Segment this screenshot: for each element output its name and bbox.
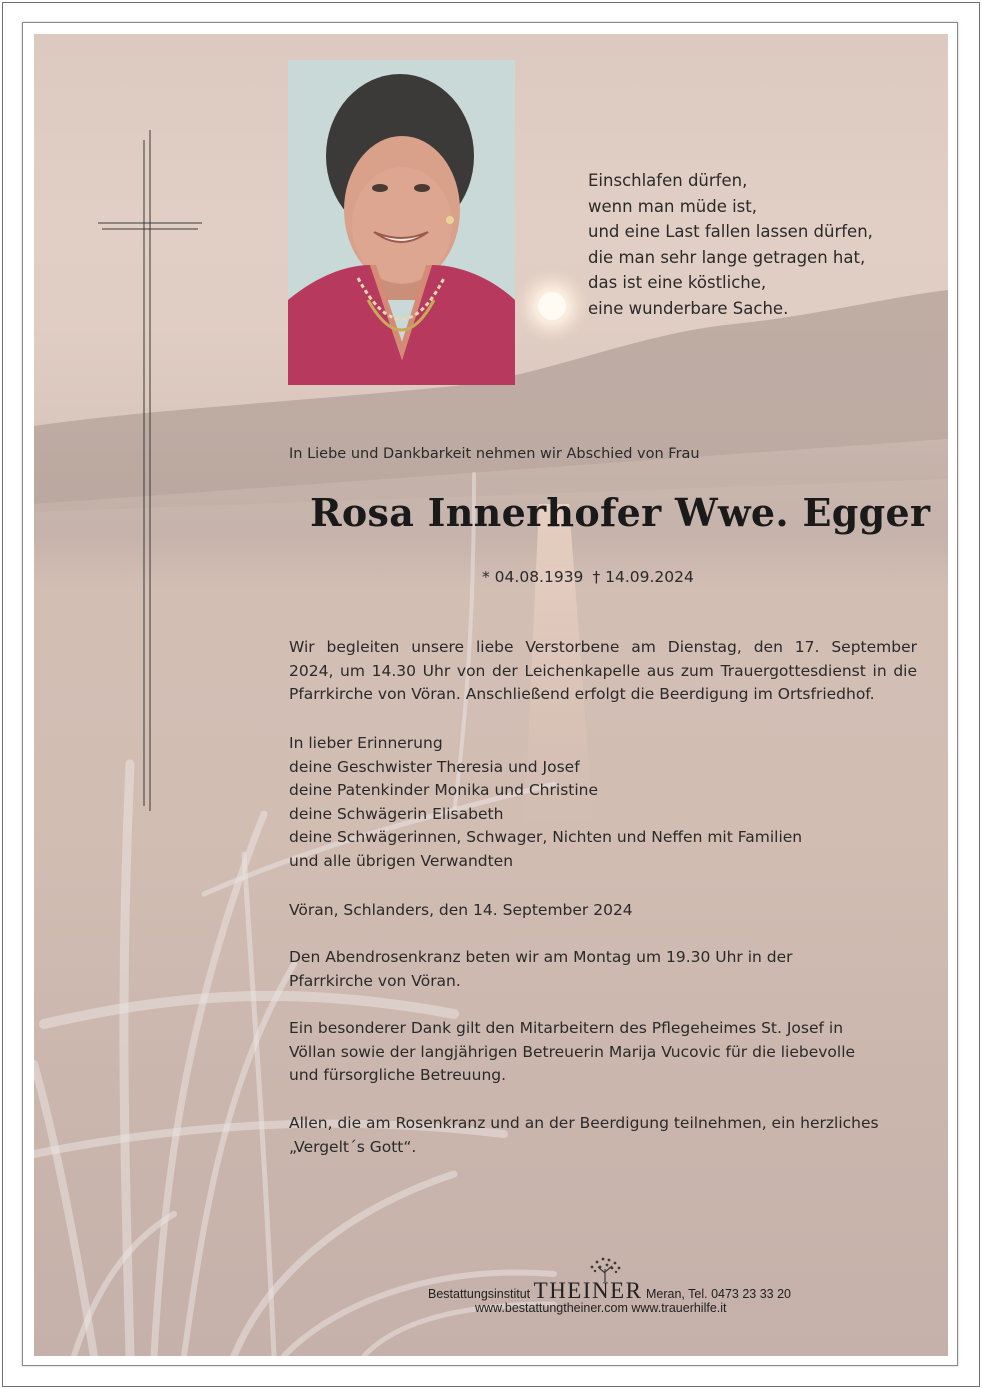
mourner-line: deine Schwägerin Elisabeth <box>289 804 504 823</box>
mourner-line: deine Geschwister Theresia und Josef <box>289 757 580 776</box>
quote-line: Einschlafen dürfen, <box>588 171 748 190</box>
quote-line: eine wunderbare Sache. <box>588 298 789 318</box>
rosary-line: Pfarrkirche von Vöran. <box>289 971 461 990</box>
funeral-announcement <box>289 636 917 707</box>
quote-line: und eine Last fallen lassen dürfen, <box>588 222 873 241</box>
portrait-photo <box>288 60 515 385</box>
life-dates <box>482 568 703 586</box>
funeral-line: Pfarrkirche von Vöran. Anschließend erfolgt die Beerdigung im Ortsfriedhof. <box>289 685 875 703</box>
death-date: † 14.09.2024 <box>592 568 694 586</box>
cross-icon <box>96 126 206 826</box>
funeral-line: Wir begleiten unsere liebe Verstorbene am Dienstag, den 17. September <box>289 638 917 656</box>
footer-institute: Bestattungsinstitut <box>428 1287 531 1301</box>
closing-line: „Vergelt´s Gott“. <box>289 1137 417 1156</box>
quote-line: die man sehr lange getragen hat, <box>588 247 866 267</box>
mourner-line: und alle übrigen Verwandten <box>289 851 514 870</box>
closing-line: Allen, die am Rosenkranz und an der Beerdigung teilnehmen, ein herzliches <box>289 1114 879 1132</box>
rosary-line: Den Abendrosenkranz beten wir am Montag um 19.30 Uhr in der <box>289 948 793 966</box>
funeral-line: 2024, um 14.30 Uhr von der Leichenkapelle aus zum Trauergottesdienst in die <box>289 661 917 680</box>
footer-websites: www.bestattungtheiner.com www.trauerhilfe.it <box>475 1301 727 1315</box>
mourner-line: In lieber Erinnerung <box>289 734 443 752</box>
mourner-line: deine Patenkinder Monika und Christine <box>289 781 599 799</box>
thanks-notice <box>289 1017 917 1088</box>
thanks-line: Völlan sowie der langjährigen Betreuerin Marija Vucovic für die liebevolle <box>289 1042 856 1061</box>
birth-date: * 04.08.1939 <box>482 568 584 586</box>
quote-line: wenn man müde ist, <box>588 196 757 216</box>
thanks-line: und fürsorgliche Betreuung. <box>289 1066 507 1084</box>
rosary-notice <box>289 946 917 993</box>
footer-contact: Meran, Tel. 0473 23 33 20 <box>646 1287 792 1301</box>
mourner-line: deine Schwägerinnen, Schwager, Nichten und Neffen mit Familien <box>289 828 803 846</box>
thanks-line: Ein besonderer Dank gilt den Mitarbeitern des Pflegeheimes St. Josef in <box>289 1019 844 1037</box>
place-date <box>289 899 917 923</box>
place-date-line: Vöran, Schlanders, den 14. September 2024 <box>289 901 633 919</box>
footer-brand: THEINER <box>533 1278 643 1303</box>
closing-notice <box>289 1112 917 1159</box>
intro-text: In Liebe und Dankbarkeit nehmen wir Abschied von Frau <box>289 446 700 462</box>
mourners-list <box>289 732 917 873</box>
deceased-name: Rosa Innerhofer Wwe. Egger <box>310 490 931 535</box>
quote-poem <box>588 168 873 321</box>
quote-line: das ist eine köstliche, <box>588 273 767 292</box>
